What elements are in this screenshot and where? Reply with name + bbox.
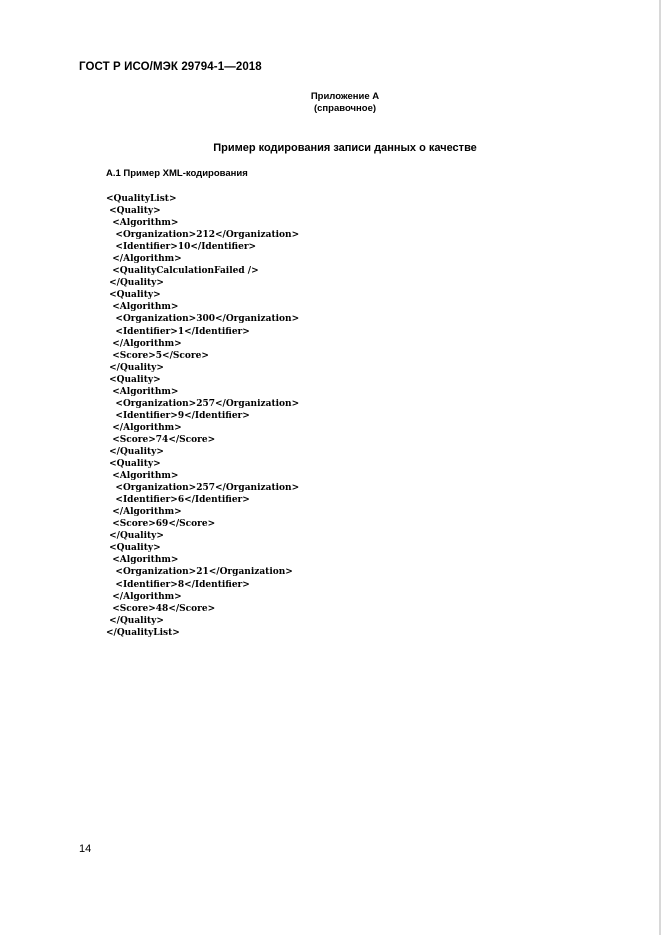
xml-code-listing	[106, 193, 299, 639]
code-line: <Organization>257</Organization>	[106, 483, 300, 494]
code-line: <Identifier>8</Identifier>	[106, 579, 250, 590]
code-line: <Organization>300</Organization>	[106, 314, 300, 325]
code-line: </Quality>	[106, 278, 164, 289]
code-line: </Algorithm>	[106, 254, 182, 265]
code-line: <Quality>	[106, 459, 161, 470]
appendix-heading	[0, 91, 661, 115]
appendix-title: Приложение А	[310, 91, 380, 102]
code-line: <Organization>257</Organization>	[106, 398, 300, 409]
code-line: <Algorithm>	[106, 471, 179, 482]
section-title: Пример кодирования записи данных о качестве	[213, 142, 477, 154]
code-line: <Score>69</Score>	[106, 519, 216, 530]
code-line: <Algorithm>	[106, 302, 179, 313]
code-line: <Score>5</Score>	[106, 350, 209, 361]
code-line: <Quality>	[106, 543, 161, 554]
code-line: <Algorithm>	[106, 386, 179, 397]
code-line: </QualityList>	[106, 627, 180, 638]
code-line: <Quality>	[106, 290, 161, 301]
subsection-heading: А.1 Пример XML-кодирования	[106, 168, 248, 179]
code-line: </Algorithm>	[106, 591, 182, 602]
code-line: <Identifier>9</Identifier>	[106, 410, 250, 421]
code-line: </Algorithm>	[106, 422, 182, 433]
code-line: </Quality>	[106, 615, 164, 626]
code-line: <Organization>21</Organization>	[106, 567, 293, 578]
code-line: <Algorithm>	[106, 218, 179, 229]
code-line: <Score>48</Score>	[106, 603, 216, 614]
code-line: <Score>74</Score>	[106, 434, 216, 445]
code-line: <Algorithm>	[106, 555, 179, 566]
code-line: <Quality>	[106, 374, 161, 385]
appendix-kind: (справочное)	[313, 103, 377, 114]
code-line: </Algorithm>	[106, 507, 182, 518]
code-line: <Quality>	[106, 206, 161, 217]
code-line: <QualityList>	[106, 194, 177, 204]
document-code-header: ГОСТ Р ИСО/МЭК 29794-1—2018	[79, 61, 262, 73]
code-line: <Identifier>1</Identifier>	[106, 326, 250, 337]
code-line: </Quality>	[106, 531, 164, 542]
code-line: <Identifier>10</Identifier>	[106, 242, 257, 253]
code-line: <Identifier>6</Identifier>	[106, 495, 250, 506]
code-line: <Organization>212</Organization>	[106, 230, 300, 241]
code-line: <QualityCalculationFailed />	[106, 266, 259, 277]
page-number: 14	[79, 843, 92, 855]
code-line: </Quality>	[106, 362, 164, 373]
code-line: </Quality>	[106, 446, 164, 457]
code-line: </Algorithm>	[106, 338, 182, 349]
